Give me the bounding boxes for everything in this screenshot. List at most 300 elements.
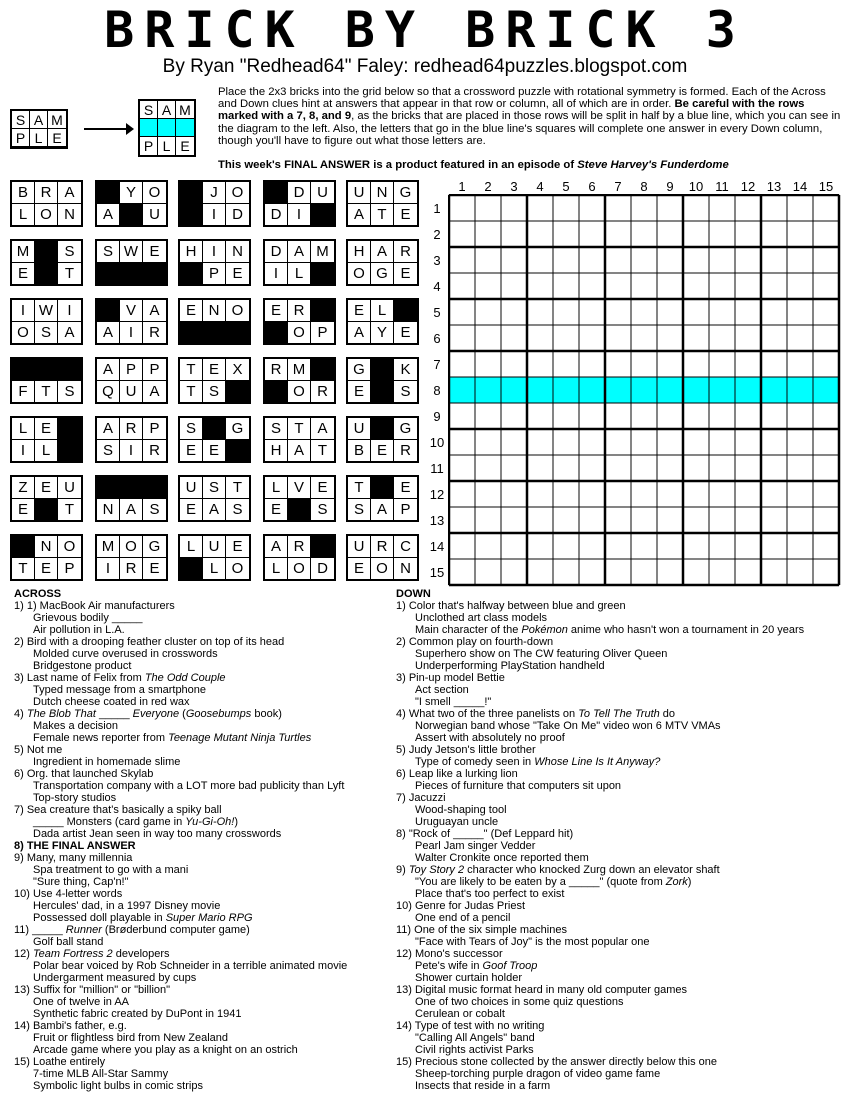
brick[interactable]	[95, 475, 168, 522]
grid-cell[interactable]	[501, 403, 527, 429]
grid-cell[interactable]	[605, 273, 631, 299]
clue-line: 15) Loathe entirely	[14, 1056, 106, 1068]
grid-cell[interactable]	[813, 559, 839, 585]
grid-cell[interactable]	[709, 273, 735, 299]
brick[interactable]	[346, 416, 419, 463]
grid-cell[interactable]	[501, 299, 527, 325]
grid-cell[interactable]	[501, 351, 527, 377]
brick[interactable]	[178, 357, 251, 404]
grid-cell[interactable]	[631, 351, 657, 377]
grid-cell[interactable]	[787, 533, 813, 559]
clue-line: 8) "Rock of _____" (Def Leppard hit)	[396, 828, 574, 840]
grid-cell[interactable]	[527, 559, 553, 585]
grid-cell[interactable]	[553, 273, 579, 299]
grid-cell[interactable]	[631, 559, 657, 585]
grid-cell[interactable]	[761, 325, 787, 351]
grid-cell[interactable]	[683, 507, 709, 533]
grid-cell[interactable]	[501, 221, 527, 247]
brick-black-cell	[265, 381, 288, 403]
brick[interactable]	[346, 475, 419, 522]
grid-cell[interactable]	[527, 403, 553, 429]
grid-cell[interactable]	[761, 221, 787, 247]
grid-cell[interactable]	[475, 273, 501, 299]
grid-cell[interactable]	[553, 429, 579, 455]
brick-letter-cell: N	[97, 499, 120, 521]
grid-cell[interactable]	[813, 481, 839, 507]
brick-letter-cell: T	[371, 204, 394, 226]
grid-cell[interactable]	[579, 247, 605, 273]
clue-line: Dutch cheese coated in red wax	[33, 696, 190, 708]
grid-cell[interactable]	[449, 429, 475, 455]
grid-cell[interactable]	[761, 403, 787, 429]
grid-cell[interactable]	[605, 533, 631, 559]
grid-cell[interactable]	[631, 221, 657, 247]
grid-cell[interactable]	[787, 481, 813, 507]
brick-letter-cell: T	[64, 500, 75, 518]
grid-cell[interactable]	[787, 403, 813, 429]
row-number: 7	[433, 357, 441, 372]
brick[interactable]	[178, 239, 251, 286]
brick-letter-cell: H	[180, 241, 203, 263]
grid-cell[interactable]	[579, 559, 605, 585]
grid-cell[interactable]	[527, 481, 553, 507]
brick[interactable]	[346, 534, 419, 581]
grid-cell[interactable]	[579, 507, 605, 533]
grid-cell[interactable]	[631, 429, 657, 455]
grid-cell[interactable]	[449, 325, 475, 351]
grid-cell[interactable]	[735, 195, 761, 221]
grid-cell[interactable]	[735, 403, 761, 429]
grid-cell[interactable]	[501, 273, 527, 299]
grid-cell[interactable]	[787, 299, 813, 325]
grid-cell[interactable]	[501, 481, 527, 507]
grid-cell[interactable]	[579, 351, 605, 377]
grid-cell[interactable]	[553, 299, 579, 325]
grid-cell[interactable]	[527, 351, 553, 377]
grid-cell[interactable]	[605, 325, 631, 351]
grid-cell[interactable]	[501, 559, 527, 585]
grid-cell[interactable]	[527, 221, 553, 247]
grid-cell[interactable]	[449, 351, 475, 377]
grid-cell[interactable]	[527, 195, 553, 221]
clue-line: Bridgestone product	[33, 660, 132, 672]
grid-cell[interactable]	[605, 559, 631, 585]
grid-cell[interactable]	[761, 273, 787, 299]
final-answer-note: This week's FINAL ANSWER is a product featured in an episode of Steve Harvey's Funderdome	[218, 159, 729, 171]
grid-cell[interactable]	[787, 559, 813, 585]
clue-line: One of two choices in some quiz questions	[415, 996, 624, 1008]
grid-cell[interactable]	[683, 195, 709, 221]
grid-cell[interactable]	[813, 247, 839, 273]
brick[interactable]	[178, 298, 251, 345]
grid-cell[interactable]	[579, 273, 605, 299]
grid-cell[interactable]	[553, 351, 579, 377]
grid-cell[interactable]	[449, 221, 475, 247]
grid-cell[interactable]	[475, 533, 501, 559]
brick-letter-cell: H	[265, 440, 288, 462]
grid-cell[interactable]	[709, 325, 735, 351]
grid-cell[interactable]	[579, 221, 605, 247]
grid-cell[interactable]	[735, 559, 761, 585]
grid-cell[interactable]	[657, 351, 683, 377]
brick-letter-cell: A	[348, 322, 371, 344]
grid-cell[interactable]	[579, 481, 605, 507]
clue-line: Walter Cronkite once reported them	[415, 852, 589, 864]
grid-cell[interactable]	[527, 455, 553, 481]
grid-cell[interactable]	[657, 221, 683, 247]
brick-black-cell	[203, 322, 226, 344]
grid-cell[interactable]	[735, 273, 761, 299]
grid-cell[interactable]	[813, 325, 839, 351]
grid-cell[interactable]	[527, 429, 553, 455]
grid-cell[interactable]	[475, 351, 501, 377]
brick[interactable]	[263, 534, 336, 581]
sample-brick	[10, 109, 68, 149]
grid-cell[interactable]	[501, 507, 527, 533]
grid-cell[interactable]	[683, 325, 709, 351]
grid-cell[interactable]	[475, 247, 501, 273]
grid-cell[interactable]	[761, 247, 787, 273]
brick[interactable]	[95, 180, 168, 227]
grid-cell[interactable]	[813, 533, 839, 559]
grid-cell[interactable]	[813, 351, 839, 377]
brick-letter-cell: E	[265, 499, 288, 521]
grid-cell[interactable]	[579, 429, 605, 455]
brick[interactable]	[10, 475, 83, 522]
grid-cell[interactable]	[501, 533, 527, 559]
grid-cell[interactable]	[631, 455, 657, 481]
grid-cell[interactable]	[605, 403, 631, 429]
grid-cell[interactable]	[709, 533, 735, 559]
grid-cell[interactable]	[631, 325, 657, 351]
grid-cell[interactable]	[761, 455, 787, 481]
grid-cell[interactable]	[579, 403, 605, 429]
grid-cell[interactable]	[579, 325, 605, 351]
grid-cell[interactable]	[709, 299, 735, 325]
grid-cell[interactable]	[735, 351, 761, 377]
grid-cell[interactable]	[787, 195, 813, 221]
brick[interactable]	[178, 416, 251, 463]
grid-cell[interactable]	[553, 507, 579, 533]
brick[interactable]	[263, 475, 336, 522]
grid-cell[interactable]	[761, 351, 787, 377]
clue-line: Cerulean or cobalt	[415, 1008, 505, 1020]
grid-cell[interactable]	[657, 299, 683, 325]
grid-cell[interactable]	[735, 507, 761, 533]
grid-cell[interactable]	[475, 455, 501, 481]
grid-cell[interactable]	[787, 429, 813, 455]
brick[interactable]	[263, 239, 336, 286]
grid-cell[interactable]	[605, 429, 631, 455]
grid-cell[interactable]	[787, 325, 813, 351]
grid-cell[interactable]	[657, 273, 683, 299]
grid-cell[interactable]	[553, 533, 579, 559]
brick-black-cell	[180, 182, 203, 204]
grid-cell[interactable]	[761, 507, 787, 533]
grid-cell[interactable]	[709, 455, 735, 481]
grid-cell[interactable]	[527, 299, 553, 325]
grid-cell[interactable]	[761, 429, 787, 455]
grid-cell[interactable]	[735, 533, 761, 559]
brick[interactable]	[10, 239, 83, 286]
grid-cell[interactable]	[553, 455, 579, 481]
brick[interactable]	[346, 180, 419, 227]
brick-letter-cell: I	[120, 440, 143, 462]
grid-cell[interactable]	[449, 481, 475, 507]
brick-letter-cell: I	[265, 263, 288, 285]
grid-cell[interactable]	[813, 195, 839, 221]
grid-cell[interactable]	[683, 559, 709, 585]
grid-cell[interactable]	[787, 455, 813, 481]
grid-cell[interactable]	[787, 247, 813, 273]
grid-cell[interactable]	[657, 429, 683, 455]
grid-cell[interactable]	[501, 455, 527, 481]
grid-cell[interactable]	[475, 403, 501, 429]
row-number: 9	[433, 409, 441, 424]
grid-cell[interactable]	[605, 351, 631, 377]
grid-cell[interactable]	[787, 507, 813, 533]
grid-cell[interactable]	[527, 273, 553, 299]
brick[interactable]	[95, 298, 168, 345]
grid-cell[interactable]	[501, 247, 527, 273]
grid-cell[interactable]	[813, 221, 839, 247]
grid-cell[interactable]	[553, 247, 579, 273]
grid-cell[interactable]	[735, 221, 761, 247]
grid-cell[interactable]	[709, 403, 735, 429]
grid-cell[interactable]	[787, 351, 813, 377]
grid-cell[interactable]	[579, 195, 605, 221]
brick-letter-cell: B	[348, 440, 371, 462]
grid-cell[interactable]	[761, 195, 787, 221]
grid-cell[interactable]	[605, 481, 631, 507]
grid-cell[interactable]	[605, 195, 631, 221]
column-number: 4	[536, 179, 544, 194]
grid-cell[interactable]	[657, 481, 683, 507]
grid-cell[interactable]	[605, 299, 631, 325]
grid-cell[interactable]	[683, 481, 709, 507]
grid-cell[interactable]	[475, 195, 501, 221]
brick[interactable]	[263, 416, 336, 463]
grid-cell[interactable]	[553, 559, 579, 585]
grid-cell[interactable]	[761, 299, 787, 325]
crossword-grid[interactable]	[448, 194, 842, 588]
grid-cell[interactable]	[657, 559, 683, 585]
brick[interactable]	[10, 534, 83, 581]
grid-cell[interactable]	[449, 507, 475, 533]
brick-letter-cell: R	[394, 241, 417, 263]
brick-letter-cell: I	[203, 241, 226, 263]
clue-line: 15) Precious stone collected by the answer directly below this one	[396, 1056, 718, 1068]
grid-cell[interactable]	[475, 507, 501, 533]
grid-cell[interactable]	[553, 221, 579, 247]
grid-cell[interactable]	[709, 559, 735, 585]
brick[interactable]	[10, 180, 83, 227]
brick-letter-cell: T	[64, 264, 75, 282]
grid-cell[interactable]	[683, 429, 709, 455]
grid-cell[interactable]	[449, 299, 475, 325]
brick-black-cell	[226, 381, 249, 403]
grid-cell[interactable]	[709, 507, 735, 533]
grid-cell[interactable]	[683, 221, 709, 247]
grid-cell[interactable]	[475, 325, 501, 351]
clue-line: _____ Monsters (card game in Yu-Gi-Oh!)	[33, 816, 239, 828]
clue-line: 13) Suffix for "million" or "billion"	[14, 984, 171, 996]
grid-cell[interactable]	[735, 325, 761, 351]
grid-cell[interactable]	[579, 533, 605, 559]
brick-letter-cell: U	[348, 418, 371, 440]
grid-cell[interactable]	[449, 195, 475, 221]
row-number: 6	[433, 331, 441, 346]
grid-cell[interactable]	[813, 455, 839, 481]
grid-cell[interactable]	[553, 403, 579, 429]
grid-cell[interactable]	[735, 299, 761, 325]
grid-cell[interactable]	[709, 195, 735, 221]
brick-letter-cell: E	[226, 536, 249, 558]
clue-line: 6) Leap like a lurking lion	[396, 768, 518, 780]
brick[interactable]	[10, 416, 83, 463]
grid-cell[interactable]	[813, 403, 839, 429]
grid-cell[interactable]	[605, 507, 631, 533]
brick[interactable]	[178, 534, 251, 581]
grid-cell[interactable]	[553, 481, 579, 507]
brick[interactable]	[95, 239, 168, 286]
grid-cell[interactable]	[527, 507, 553, 533]
grid-cell[interactable]	[631, 195, 657, 221]
grid-cell[interactable]	[761, 533, 787, 559]
brick[interactable]	[263, 357, 336, 404]
sample-cell: P	[12, 129, 30, 147]
grid-cell[interactable]	[501, 325, 527, 351]
brick[interactable]	[263, 298, 336, 345]
brick-black-cell	[58, 440, 81, 462]
grid-cell[interactable]	[475, 559, 501, 585]
grid-cell[interactable]	[709, 429, 735, 455]
grid-cell[interactable]	[631, 481, 657, 507]
brick[interactable]	[178, 180, 251, 227]
grid-cell[interactable]	[501, 429, 527, 455]
grid-cell[interactable]	[605, 455, 631, 481]
grid-cell[interactable]	[683, 533, 709, 559]
brick[interactable]	[178, 475, 251, 522]
clue-line: Undergarment measured by cups	[33, 972, 197, 984]
grid-cell[interactable]	[709, 221, 735, 247]
grid-cell[interactable]	[709, 247, 735, 273]
grid-cell[interactable]	[631, 533, 657, 559]
brick[interactable]	[346, 239, 419, 286]
grid-cell[interactable]	[657, 195, 683, 221]
grid-cell[interactable]	[475, 429, 501, 455]
grid-cell[interactable]	[527, 533, 553, 559]
grid-cell[interactable]	[553, 195, 579, 221]
grid-cell[interactable]	[657, 247, 683, 273]
grid-cell[interactable]	[631, 507, 657, 533]
grid-cell[interactable]	[787, 273, 813, 299]
sample-cell: E	[48, 129, 66, 147]
grid-cell[interactable]	[527, 325, 553, 351]
brick[interactable]	[346, 357, 419, 404]
grid-cell[interactable]	[683, 273, 709, 299]
brick-letter-cell: S	[203, 477, 226, 499]
row-number: 11	[430, 461, 444, 476]
brick-letter-cell: U	[348, 536, 371, 558]
grid-cell[interactable]	[631, 247, 657, 273]
grid-cell[interactable]	[449, 403, 475, 429]
brick[interactable]	[95, 357, 168, 404]
grid-cell[interactable]	[449, 533, 475, 559]
brick[interactable]	[95, 534, 168, 581]
grid-cell[interactable]	[683, 403, 709, 429]
grid-cell[interactable]	[709, 351, 735, 377]
grid-cell[interactable]	[657, 533, 683, 559]
grid-cell[interactable]	[735, 481, 761, 507]
grid-cell[interactable]	[631, 273, 657, 299]
brick-letter-cell: S	[180, 418, 203, 440]
clue-line: Place that's too perfect to exist	[415, 888, 565, 900]
grid-cell[interactable]	[605, 247, 631, 273]
grid-cell[interactable]	[579, 455, 605, 481]
grid-cell[interactable]	[631, 403, 657, 429]
grid-cell[interactable]	[657, 507, 683, 533]
grid-cell[interactable]	[475, 221, 501, 247]
grid-cell[interactable]	[657, 455, 683, 481]
clue-line: Act section	[415, 684, 469, 696]
grid-cell[interactable]	[735, 455, 761, 481]
grid-cell[interactable]	[449, 559, 475, 585]
grid-cell[interactable]	[735, 247, 761, 273]
grid-cell[interactable]	[813, 507, 839, 533]
grid-cell[interactable]	[735, 429, 761, 455]
grid-cell[interactable]	[527, 247, 553, 273]
grid-cell[interactable]	[683, 455, 709, 481]
grid-cell[interactable]	[501, 195, 527, 221]
grid-cell[interactable]	[475, 299, 501, 325]
brick[interactable]	[346, 298, 419, 345]
down-heading: DOWN	[396, 588, 431, 600]
brick-letter-cell: T	[317, 441, 328, 459]
grid-cell[interactable]	[475, 481, 501, 507]
grid-cell[interactable]	[761, 559, 787, 585]
grid-cell[interactable]	[813, 273, 839, 299]
grid-cell[interactable]	[813, 429, 839, 455]
grid-cell[interactable]	[657, 403, 683, 429]
sample-cell: S	[140, 101, 158, 119]
brick[interactable]	[10, 357, 83, 404]
brick[interactable]	[10, 298, 83, 345]
brick-letter-cell: T	[288, 418, 311, 440]
grid-cell[interactable]	[605, 221, 631, 247]
brick-letter-cell: L	[35, 440, 58, 462]
grid-cell[interactable]	[579, 299, 605, 325]
grid-cell[interactable]	[657, 325, 683, 351]
grid-cell[interactable]	[449, 247, 475, 273]
grid-cell[interactable]	[449, 455, 475, 481]
column-number: 14	[792, 179, 808, 194]
grid-cell[interactable]	[787, 221, 813, 247]
grid-cell[interactable]	[631, 299, 657, 325]
grid-cell[interactable]	[761, 481, 787, 507]
grid-cell[interactable]	[449, 273, 475, 299]
grid-cell[interactable]	[709, 481, 735, 507]
brick[interactable]	[95, 416, 168, 463]
grid-cell[interactable]	[683, 247, 709, 273]
brick[interactable]	[263, 180, 336, 227]
brick-letter-cell: E	[203, 359, 226, 381]
grid-cell[interactable]	[813, 299, 839, 325]
grid-cell[interactable]	[683, 299, 709, 325]
grid-cell[interactable]	[553, 325, 579, 351]
brick-letter-cell: Y	[371, 322, 394, 344]
grid-cell[interactable]	[683, 351, 709, 377]
